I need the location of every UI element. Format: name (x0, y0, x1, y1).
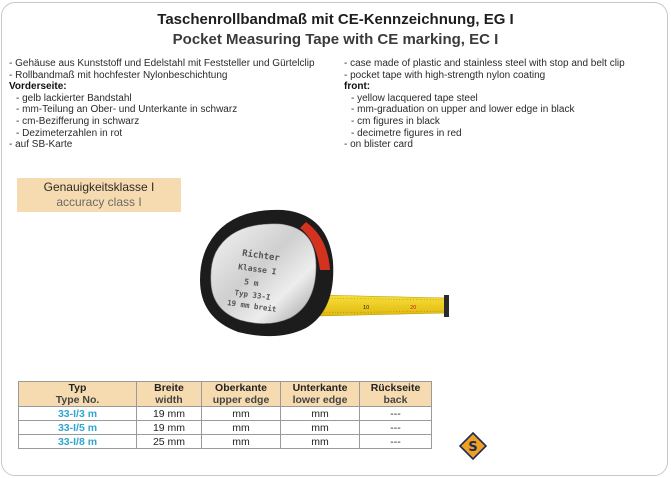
cell-width: 19 mm (137, 421, 202, 435)
page-subtitle: Pocket Measuring Tape with CE marking, EC I (172, 31, 499, 48)
tape-blade (318, 295, 449, 317)
front-item: - mm-graduation on upper and lower edge in black (351, 104, 575, 116)
col-upper-edge: Oberkante upper edge (202, 382, 281, 407)
measuring-tape-photo (188, 200, 468, 360)
front-item: - cm-Bezifferung in schwarz (16, 115, 140, 127)
cell-width: 25 mm (137, 435, 202, 449)
cell-width: 19 mm (137, 407, 202, 421)
brand-label: Richter (241, 248, 281, 264)
cell-lower: mm (281, 435, 360, 449)
svg-text:10: 10 (363, 305, 370, 311)
description-german (9, 58, 339, 151)
accuracy-de: Genauigkeitsklasse I (43, 180, 155, 194)
front-item: - Dezimeterzahlen in rot (16, 127, 123, 139)
front-item: - gelb lackierter Bandstahl (16, 92, 132, 104)
cell-back: --- (360, 421, 432, 435)
cell-upper: mm (202, 435, 281, 449)
page-title: Taschenrollbandmaß mit CE-Kennzeichnung, EG I (157, 11, 514, 28)
sb-logo-icon (459, 432, 487, 460)
col-lower-edge: Unterkante lower edge (281, 382, 360, 407)
front-item: - decimetre figures in red (351, 127, 462, 139)
case-label-length: 5 m (243, 277, 260, 289)
table-row (19, 407, 432, 421)
spec-table (18, 381, 432, 449)
case-label-type: Typ 33-I (234, 288, 272, 302)
cell-type: 33-I/8 m (19, 435, 137, 449)
front-item: - yellow lacquered tape steel (351, 92, 478, 104)
desc-item: - case made of plastic and stainless steel with stop and belt clip (344, 58, 625, 69)
accuracy-class-box (17, 178, 181, 212)
table-header-row (19, 382, 432, 407)
front-heading: Vorderseite: (9, 81, 67, 93)
svg-text:S: S (468, 440, 478, 455)
front-item: - mm-Teilung an Ober- und Unterkante in schwarz (16, 104, 238, 116)
col-type: Typ Type No. (19, 382, 137, 407)
front-item: - cm figures in black (351, 115, 440, 127)
case-label-width: 19 mm breit (226, 298, 277, 314)
table-row (19, 421, 432, 435)
cell-upper: mm (202, 407, 281, 421)
description-english (344, 58, 664, 151)
cell-type: 33-I/3 m (19, 407, 137, 421)
table-row (19, 435, 432, 449)
accuracy-en: accuracy class I (56, 195, 142, 209)
front-heading: front: (344, 81, 371, 93)
desc-item: - auf SB-Karte (9, 139, 73, 151)
desc-item: - Rollbandmaß mit hochfester Nylonbeschichtung (9, 69, 228, 81)
desc-item: - on blister card (344, 139, 413, 151)
cell-lower: mm (281, 421, 360, 435)
desc-item: - Gehäuse aus Kunststoff und Edelstahl mit Feststeller und Gürtelclip (9, 58, 315, 69)
col-width: Breite width (137, 382, 202, 407)
case-label-class: Klasse I (237, 262, 278, 277)
svg-text:20: 20 (410, 305, 417, 311)
cell-back: --- (360, 435, 432, 449)
cell-upper: mm (202, 421, 281, 435)
cell-lower: mm (281, 407, 360, 421)
cell-back: --- (360, 407, 432, 421)
cell-type: 33-I/5 m (19, 421, 137, 435)
desc-item: - pocket tape with high-strength nylon coating (344, 69, 546, 81)
col-back: Rückseite back (360, 382, 432, 407)
